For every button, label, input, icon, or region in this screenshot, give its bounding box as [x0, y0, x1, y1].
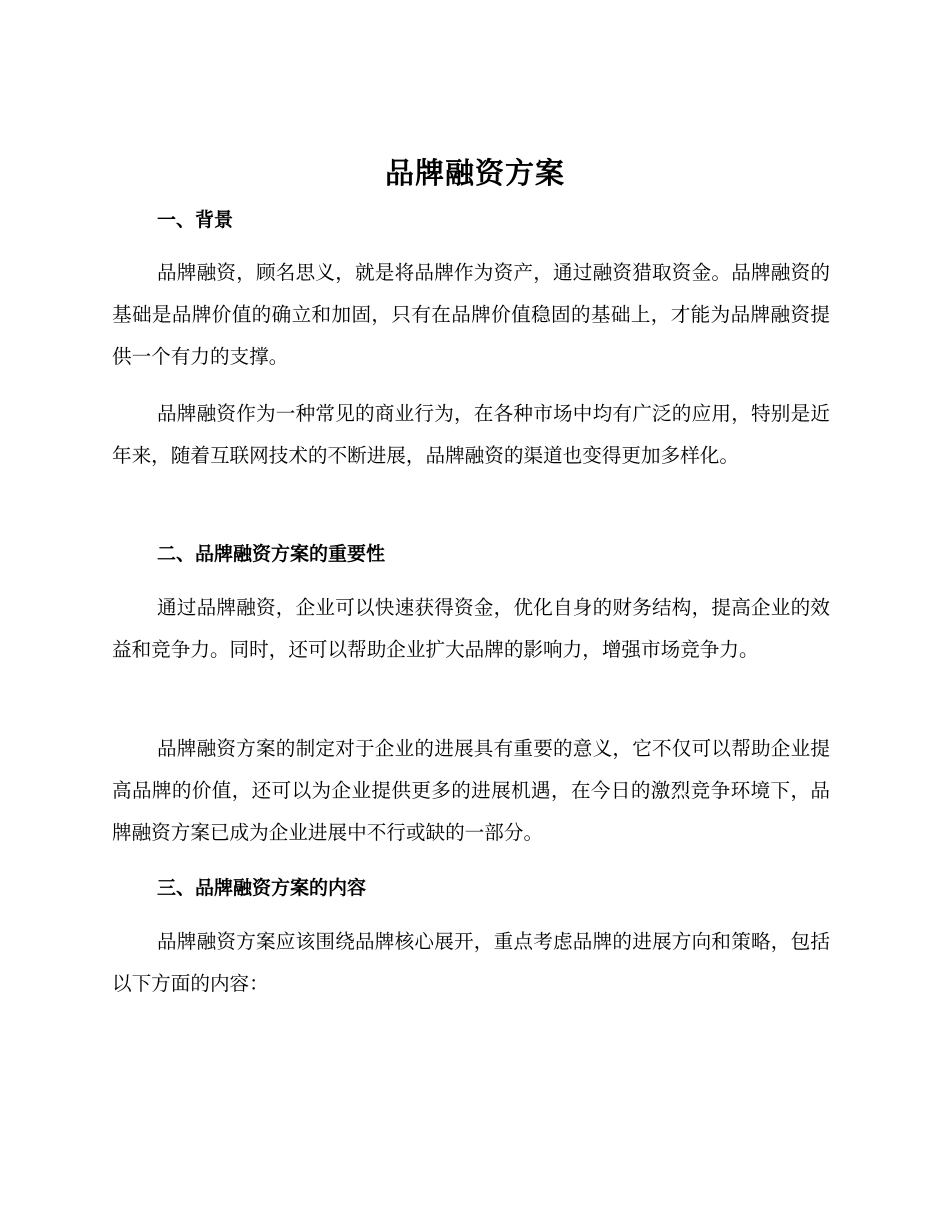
paragraph-importance-2: 品牌融资方案的制定对于企业的进展具有重要的意义，它不仅可以帮助企业提高品牌的价值，还可以为企业提供更多的进展机遇，在今日的激烈竞争环境下，品牌融资方案已成为企业进展中不行或缺的一部分。 [112, 737, 830, 844]
paragraph-background-2: 品牌融资作为一种常见的商业行为，在各种市场中均有广泛的应用，特别是近年来，随着互联网技术的不断进展，品牌融资的渠道也变得更加多样化。 [112, 402, 830, 467]
paragraph-background-1: 品牌融资，顾名思义，就是将品牌作为资产，通过融资猎取资金。品牌融资的基础是品牌价值的确立和加固，只有在品牌价值稳固的基础上，才能为品牌融资提供一个有力的支撑。 [112, 261, 830, 368]
section-heading-background: 一、背景 [157, 209, 234, 231]
document-title: 品牌融资方案 [384, 156, 565, 190]
section-heading-importance: 二、品牌融资方案的重要性 [157, 543, 386, 565]
section-heading-content: 三、品牌融资方案的内容 [157, 877, 367, 899]
paragraph-importance-1: 通过品牌融资，企业可以快速获得资金，优化自身的财务结构，提高企业的效益和竞争力。同时，还可以帮助企业扩大品牌的影响力，增强市场竞争力。 [112, 596, 830, 661]
paragraph-content-1: 品牌融资方案应该围绕品牌核心展开，重点考虑品牌的进展方向和策略，包括以下方面的内容： [112, 930, 830, 995]
